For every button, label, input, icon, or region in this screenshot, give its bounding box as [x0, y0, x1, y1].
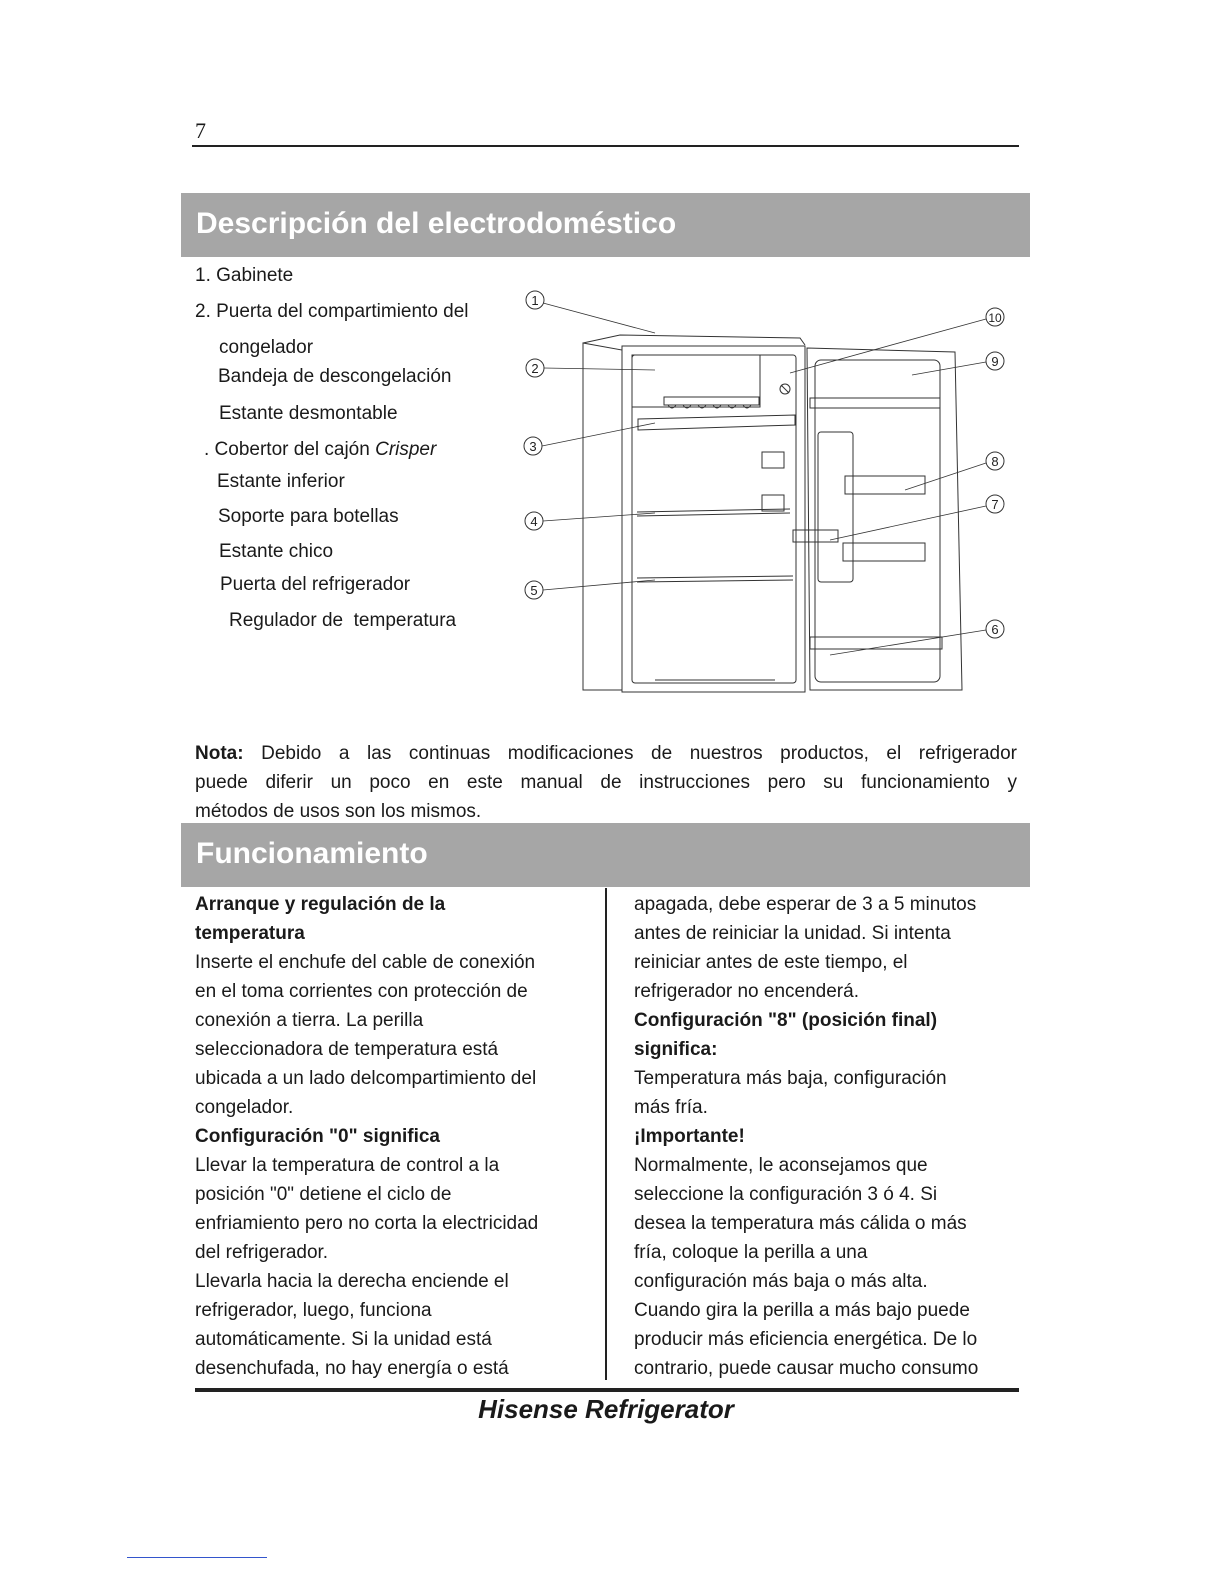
callout-9 — [986, 352, 1004, 370]
body-line: reiniciar antes de este tiempo, el — [634, 952, 908, 973]
body-line: Cuando gira la perilla a más bajo puede — [634, 1300, 970, 1321]
body-line: posición "0" detiene el ciclo de — [195, 1184, 452, 1205]
callout-label: 1 — [531, 293, 539, 308]
body-line: más fría. — [634, 1097, 708, 1118]
callout-10 — [986, 308, 1004, 326]
list-item: Puerta del refrigerador — [220, 574, 411, 595]
body-line: fría, coloque la perilla a una — [634, 1242, 868, 1263]
body-line: congelador. — [195, 1097, 294, 1118]
bottom-link-underline — [127, 1557, 267, 1558]
callout-4 — [525, 512, 543, 530]
body-line: producir más eficiencia energética. De lo — [634, 1329, 978, 1350]
callout-label: 10 — [988, 311, 1002, 325]
list-item — [204, 439, 436, 461]
header-rule — [192, 145, 1019, 147]
callout-3 — [524, 437, 542, 455]
callout-7 — [986, 495, 1004, 513]
body-line: Llevarla hacia la derecha enciende el — [195, 1271, 509, 1292]
footer-brand: Hisense Refrigerator — [478, 1394, 734, 1424]
footer-rule — [195, 1388, 1019, 1392]
body-line: Llevar la temperatura de control a la — [195, 1155, 500, 1176]
body-line: enfriamiento pero no corta la electricidad — [195, 1213, 539, 1234]
note-paragraph — [195, 739, 1017, 826]
callout-label: 5 — [530, 583, 538, 598]
column-divider — [605, 888, 607, 1380]
body-line: refrigerador no encenderá. — [634, 981, 859, 1002]
subheading-line: temperatura — [195, 923, 305, 944]
list-item: 2. Puerta del compartimiento del — [195, 301, 469, 322]
list-item: 1. Gabinete — [195, 265, 294, 286]
list-item: Soporte para botellas — [218, 506, 399, 527]
section-header-operation — [181, 823, 1030, 887]
list-item: Regulador de temperatura — [229, 610, 457, 631]
body-line: refrigerador, luego, funciona — [195, 1300, 432, 1321]
callout-label: 2 — [531, 361, 539, 376]
body-line: seleccione la configuración 3 ó 4. Si — [634, 1184, 938, 1205]
right-column — [634, 890, 978, 1383]
callout-label: 3 — [529, 439, 537, 454]
crisper-italic: Crisper — [375, 439, 437, 460]
note-line — [195, 739, 1017, 768]
note-label: Nota: — [195, 743, 244, 764]
callout-5 — [525, 581, 543, 599]
callout-label: 7 — [991, 497, 999, 512]
body-line: seleccionadora de temperatura está — [195, 1039, 499, 1060]
body-line: Normalmente, le aconsejamos que — [634, 1155, 928, 1176]
callout-8 — [986, 452, 1004, 470]
list-item-text: . Cobertor del cajón — [204, 439, 376, 460]
callout-2 — [526, 359, 544, 377]
callout-label: 9 — [991, 354, 999, 369]
fridge-cabinet — [583, 335, 805, 692]
section-title: Funcionamiento — [196, 837, 428, 870]
body-line: en el toma corrientes con protección de — [195, 981, 528, 1002]
callout-label: 8 — [991, 454, 999, 469]
body-line: desea la temperatura más cálida o más — [634, 1213, 967, 1234]
callout-leaders — [542, 303, 986, 655]
body-line: Temperatura más baja, configuración — [634, 1068, 947, 1089]
callout-markers — [524, 291, 1004, 638]
body-line: automáticamente. Si la unidad está — [195, 1329, 492, 1350]
body-line: ubicada a un lado delcompartimiento del — [195, 1068, 537, 1089]
subheading-line: Configuración "0" significa — [195, 1126, 440, 1147]
callout-label: 4 — [530, 514, 538, 529]
body-line: desenchufada, no hay energía o está — [195, 1358, 509, 1379]
subheading-line: Arranque y regulación de la — [195, 894, 446, 915]
subheading-line: ¡Importante! — [634, 1126, 745, 1147]
fridge-door — [793, 348, 962, 690]
body-line: antes de reiniciar la unidad. Si intenta — [634, 923, 951, 944]
body-line: configuración más baja o más alta. — [634, 1271, 928, 1292]
body-line: apagada, debe esperar de 3 a 5 minutos — [634, 894, 977, 915]
note-text: Debido a las continuas modificaciones de nuestros productos, el refrigerador — [243, 743, 1017, 764]
body-line: del refrigerador. — [195, 1242, 329, 1263]
callout-label: 6 — [991, 622, 999, 637]
body-line: contrario, puede causar mucho consumo — [634, 1358, 979, 1379]
left-column — [195, 890, 538, 1383]
note-line: métodos de usos son los mismos. — [195, 801, 482, 822]
subheading-line: significa: — [634, 1039, 718, 1060]
body-line: conexión a tierra. La perilla — [195, 1010, 424, 1031]
list-item: congelador — [219, 337, 314, 358]
body-line: Inserte el enchufe del cable de conexión — [195, 952, 536, 973]
list-item: Estante desmontable — [219, 403, 398, 424]
list-item: Estante inferior — [217, 471, 345, 492]
section-header-description — [181, 193, 1030, 257]
callout-1 — [526, 291, 544, 309]
refrigerator-diagram — [515, 285, 1025, 700]
list-item: Bandeja de descongelación — [218, 366, 452, 387]
section-title: Descripción del electrodoméstico — [196, 207, 677, 240]
list-item: Estante chico — [219, 541, 334, 562]
callout-6 — [986, 620, 1004, 638]
subheading-line: Configuración "8" (posición final) — [634, 1010, 938, 1031]
note-line: puede diferir un poco en este manual de instrucciones pero su funcionamiento y — [195, 772, 1017, 793]
page-number: 7 — [195, 118, 206, 143]
